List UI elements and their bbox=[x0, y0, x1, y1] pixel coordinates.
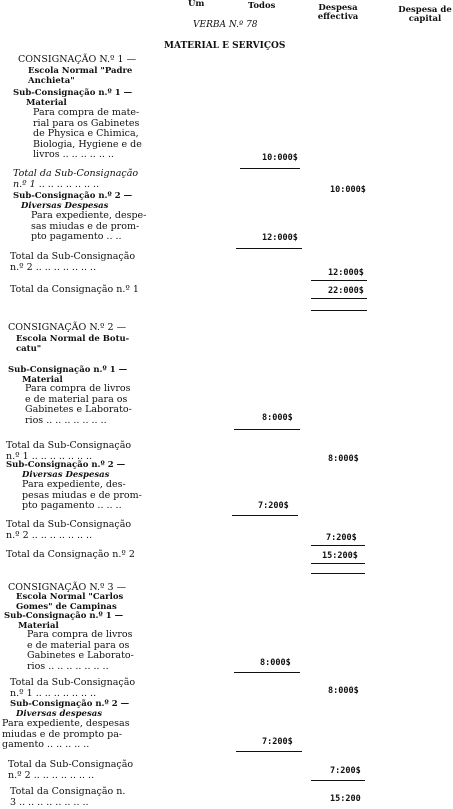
sub-consignacao-title: Sub-Consignação n.º 1 — bbox=[8, 365, 128, 375]
rule bbox=[232, 515, 298, 516]
sub-consignacao-title: Sub-Consignação n.º 2 — bbox=[10, 699, 130, 709]
total-consignacao-label: Total da Consignação n. 3 .. .. .. .. .. .. .. .. bbox=[10, 786, 126, 808]
total-sub-label: Total da Sub-Consignação n.º 1 .. .. .. .. .. .. .. bbox=[13, 168, 139, 190]
school-name: Escola Normal "Padre Anchieta" bbox=[28, 66, 133, 86]
total-sub-amount: 10:000$ bbox=[330, 185, 366, 195]
consignacao-title: CONSIGNAÇÃO N.º 2 — bbox=[8, 322, 127, 333]
rule bbox=[311, 280, 367, 281]
rule bbox=[240, 168, 300, 169]
consignacao-title: CONSIGNAÇÃO N.º 3 — bbox=[8, 582, 127, 593]
sub-consignacao-title: Sub-Consignação n.º 2 — bbox=[6, 460, 126, 470]
school-name: Escola Normal "Carlos Gomes" de Campinas bbox=[16, 592, 124, 612]
rule bbox=[311, 780, 365, 781]
sub-consignacao-name: Material bbox=[22, 375, 63, 385]
total-sub-amount: 7:200$ bbox=[330, 766, 361, 776]
total-sub-label: Total da Sub-Consignação n.º 2 .. .. .. .. .. .. .. bbox=[10, 251, 136, 273]
sub-consignacao-title: Sub-Consignação n.º 2 — bbox=[13, 191, 133, 201]
item-description: Para compra de mate- rial para os Gabinetes de Physica e Chimica, Biologia, Hygiene e de livros .. .. .. .. .. .. bbox=[33, 107, 142, 161]
rule bbox=[311, 298, 367, 299]
school-name: Escola Normal de Botu- catu" bbox=[16, 334, 130, 354]
item-description: Para expediente, despesas miudas e de prompto pa- gamento .. .. .. .. .. bbox=[2, 718, 130, 751]
sub-consignacao-name: Material bbox=[26, 98, 67, 108]
rule bbox=[311, 563, 365, 564]
total-consignacao-amount: 15:200$ bbox=[322, 551, 358, 561]
total-consignacao-label: Total da Consignação n.º 1 bbox=[10, 284, 139, 295]
rule bbox=[236, 248, 302, 249]
rule bbox=[311, 573, 365, 574]
total-sub-label: Total da Sub-Consignação n.º 1 .. .. .. .. .. .. .. bbox=[10, 677, 136, 699]
rule bbox=[234, 672, 300, 673]
rule bbox=[311, 545, 365, 546]
item-amount: 12:000$ bbox=[262, 233, 298, 243]
total-sub-label: Total da Sub-Consignação n.º 1 .. .. .. .. .. .. .. bbox=[6, 440, 132, 462]
total-sub-label: Total da Sub-Consignação n.º 2 .. .. .. .. .. .. .. bbox=[8, 759, 134, 781]
item-description: Para expediente, des- pesas miudas e de prom- pto pagamento .. .. .. bbox=[22, 479, 142, 512]
sub-consignacao-title: Sub-Consignação n.º 1 — bbox=[13, 88, 133, 98]
col-header-despesa-effectiva: Despesa effectiva bbox=[317, 3, 359, 22]
rule bbox=[236, 751, 302, 752]
col-header-um: Um bbox=[188, 0, 205, 9]
item-amount: 8:000$ bbox=[260, 658, 291, 668]
section-title: MATERIAL E SERVIÇOS bbox=[164, 41, 286, 51]
consignacao-title: CONSIGNAÇÃO N.º 1 — bbox=[18, 54, 137, 65]
item-description: Para expediente, despe- sas miudas e de prom- pto pagamento .. .. bbox=[31, 210, 147, 243]
total-consignacao-amount: 15:200 bbox=[330, 794, 361, 804]
sub-consignacao-name: Diversas despesas bbox=[16, 709, 103, 719]
col-header-despesa-capital: Despesa de capital bbox=[398, 5, 452, 24]
total-sub-amount: 8:000$ bbox=[328, 454, 359, 464]
item-amount: 10:000$ bbox=[262, 153, 298, 163]
rule bbox=[234, 429, 300, 430]
col-header-todos: Todos bbox=[248, 1, 276, 11]
item-amount: 7:200$ bbox=[262, 737, 293, 747]
total-sub-amount: 12:000$ bbox=[328, 268, 364, 278]
item-amount: 7:200$ bbox=[258, 501, 289, 511]
verba-title: VERBA N.º 78 bbox=[193, 20, 258, 30]
sub-consignacao-name: Diversas Despesas bbox=[22, 470, 110, 480]
total-sub-label: Total da Sub-Consignação n.º 2 .. .. .. .. .. .. .. bbox=[6, 519, 132, 541]
item-description: Para compra de livros e de material para os Gabinetes e Laborato- rios .. .. .. .. .. .. .. bbox=[27, 629, 134, 672]
total-consignacao-amount: 22:000$ bbox=[328, 286, 364, 296]
total-sub-amount: 7:200$ bbox=[326, 533, 357, 543]
total-sub-amount: 8:000$ bbox=[328, 686, 359, 696]
sub-consignacao-title: Sub-Consignação n.º 1 — bbox=[4, 611, 124, 621]
sub-consignacao-name: Material bbox=[18, 621, 59, 631]
item-description: Para compra de livros e de material para os Gabinetes e Laborato- rios .. .. .. .. .. .. .. bbox=[25, 383, 132, 426]
item-amount: 8:000$ bbox=[262, 413, 293, 423]
sub-consignacao-name: Diversas Despesas bbox=[21, 201, 109, 211]
total-consignacao-label: Total da Consignação n.º 2 bbox=[6, 549, 135, 560]
rule bbox=[311, 310, 367, 311]
